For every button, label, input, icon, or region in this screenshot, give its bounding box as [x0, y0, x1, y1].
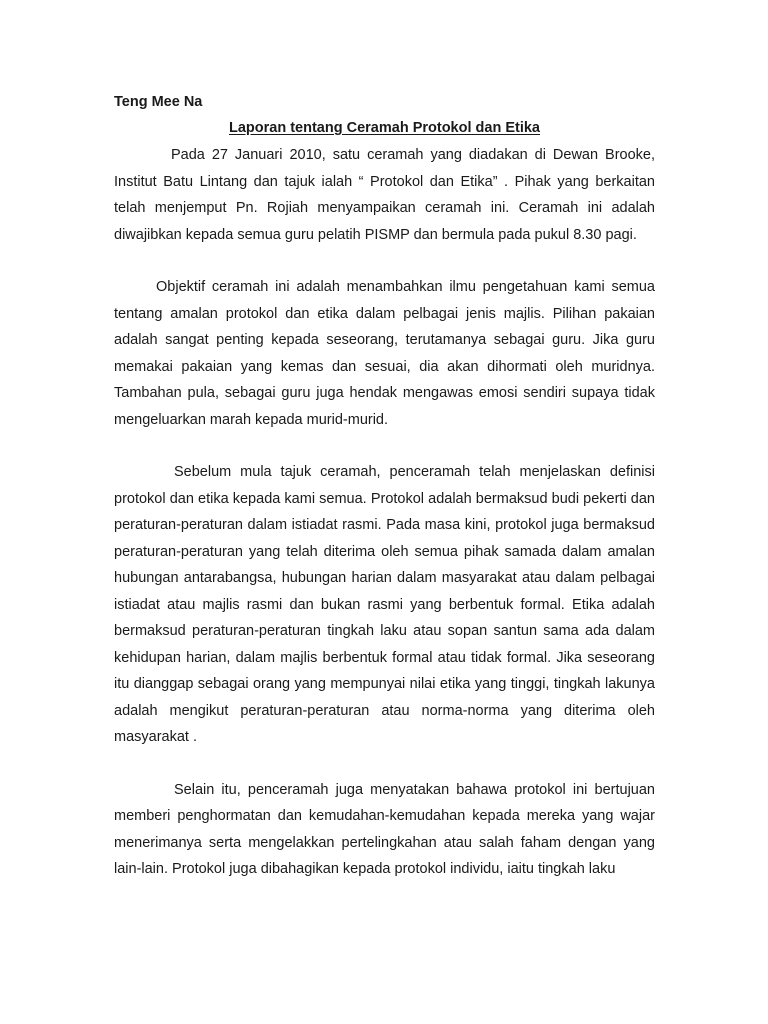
paragraph-purpose: Selain itu, penceramah juga menyatakan bahawa protokol ini bertujuan memberi penghormatan dan kemudahan-kemudahan kepada mereka yang wajar menerimanya serta mengelakkan pertelingkahan atau salah faham dengan yang lain-lain. Protokol juga dibahagikan kepada protokol individu, iaitu tingkah laku: [114, 781, 655, 877]
paragraph-introduction: Pada 27 Januari 2010, satu ceramah yang diadakan di Dewan Brooke, Institut Batu Lintang dan tajuk ialah “ Protokol dan Etika” . Pihak yang berkaitan telah menjemput Pn. Rojiah menyampaikan ceramah ini. Ceramah ini adalah diwajibkan kepada semua guru pelatih PISMP dan bermula pada pukul 8.30 pagi.: [114, 147, 655, 243]
paragraph-definitions: Sebelum mula tajuk ceramah, penceramah telah menjelaskan definisi protokol dan etika kepada kami semua. Protokol adalah bermaksud budi pekerti dan peraturan-peraturan dalam istiadat rasmi. Pada masa kini, protokol juga bermaksud peraturan-peraturan yang telah diterima oleh semua pihak samada dalam amalan hubungan antarabangsa, hubungan harian dalam masyarakat atau dalam pelbagai istiadat atau majlis rasmi dan bukan rasmi yang berbentuk formal. Etika adalah bermaksud peraturan-peraturan tingkah laku atau sopan santun sama ada dalam kehidupan harian, dalam majlis berbentuk formal atau tidak formal. Jika seseorang itu dianggap sebagai orang yang mempunyai nilai etika yang tinggi, tingkah lakunya adalah mengikut peraturan-peraturan atau norma-norma yang diterima oleh masyarakat .: [114, 464, 655, 745]
document-title: Laporan tentang Ceramah Protokol dan Etika: [229, 120, 540, 136]
author-name: Teng Mee Na: [114, 94, 203, 110]
paragraph-objective: Objektif ceramah ini adalah menambahkan ilmu pengetahuan kami semua tentang amalan protokol dan etika dalam pelbagai jenis majlis. Pilihan pakaian adalah sangat penting kepada seseorang, terutamanya sebagai guru. Jika guru memakai pakaian yang kemas dan sesuai, dia akan dihormati oleh muridnya. Tambahan pula, sebagai guru juga hendak mengawas emosi sendiri supaya tidak mengeluarkan marah kepada murid-murid.: [114, 279, 655, 428]
